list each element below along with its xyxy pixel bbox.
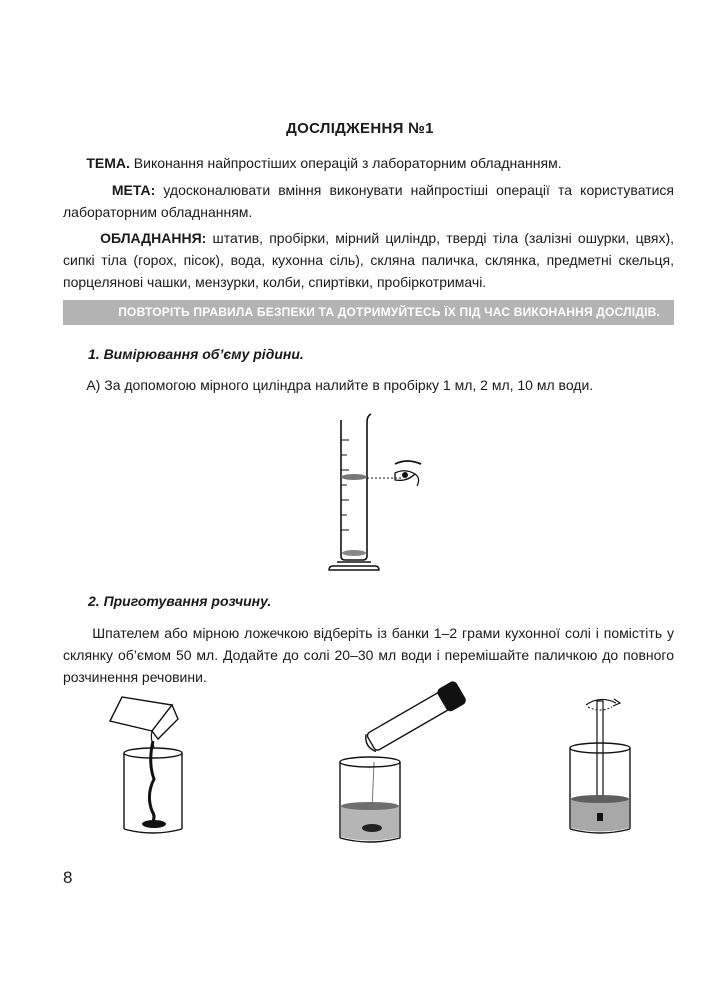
pouring-salt-illustration [100,693,200,843]
topic-text: Виконання найпростіших операцій з лабораторним обладнанням. [129,155,562,171]
section2-text-content: Шпателем або мірною ложечкою відберіть із банки 1–2 грами кухонної солі і помістіть у склянку об’ємом 50 мл. Додайте до солі 20–30 мл води і перемішайте паличкою до повного розчинення речовини. [63,625,674,685]
section1-heading: 1. Вимірювання об’єму рідини. [88,346,304,362]
section2-heading: 2. Приготування розчину. [88,593,272,609]
topic-label: ТЕМА. [86,155,130,171]
page-title: ДОСЛІДЖЕННЯ №1 [286,120,434,137]
topic-paragraph [63,152,674,174]
goal-label: МЕТА: [111,182,156,198]
equipment-text: штатив, пробірки, мірний циліндр, тверді тіла (залізні ошурки, цвях), сипкі тіла (горох, пісок), вода, кухонна сіль), скляна паличка, склянка, предметні скельця, порцелянові чашки, мензурки, колби, спиртівки, пробіркотримачі. [63,230,674,290]
page-number: 8 [63,868,73,887]
equipment-label: ОБЛАДНАННЯ: [100,230,207,246]
safety-banner: ПОВТОРІТЬ ПРАВИЛА БЕЗПЕКИ ТА ДОТРИМУЙТЕСЬ ЇХ ПІД ЧАС ВИКОНАННЯ ДОСЛІДІВ. [63,300,674,325]
section2-text [63,622,674,688]
graduated-cylinder-illustration [325,410,435,575]
section1-text-content: А) За допомогою мірного циліндра налийте в пробірку 1 мл, 2 мл, 10 мл води. [86,377,594,393]
pouring-water-illustration [330,680,470,850]
goal-paragraph [63,179,674,223]
equipment-paragraph [63,227,674,293]
goal-text: удосконалювати вміння виконувати найпростіші операції та користуватися лабораторним обладнанням. [63,182,675,220]
stirring-illustration [560,693,650,848]
section1-text [63,374,674,396]
